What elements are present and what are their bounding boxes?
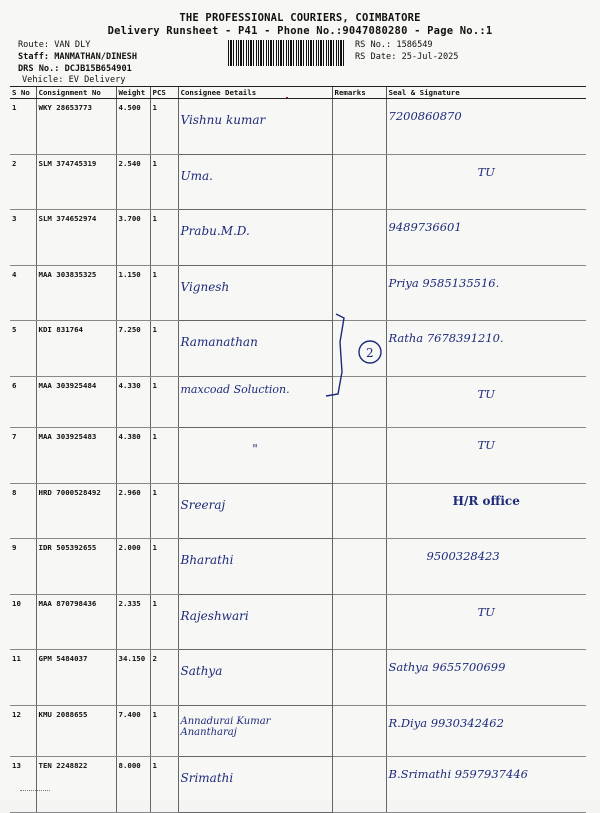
col-signature: Seal & Signature bbox=[386, 87, 586, 99]
row-signature: 9489736601 bbox=[386, 210, 586, 266]
row-sno: 4 bbox=[10, 265, 36, 321]
row-sno: 11 bbox=[10, 650, 36, 706]
bracket-annotation bbox=[322, 312, 392, 402]
row-pcs: 1 bbox=[150, 321, 178, 377]
table-row bbox=[10, 428, 586, 484]
row-remarks bbox=[332, 154, 386, 210]
col-sno: S No bbox=[10, 87, 36, 99]
row-pcs: 1 bbox=[150, 757, 178, 813]
row-remarks bbox=[332, 705, 386, 757]
row-pcs: 1 bbox=[150, 154, 178, 210]
row-consignment: MAA 303925484 bbox=[36, 376, 116, 428]
row-weight: 8.000 bbox=[116, 757, 150, 813]
row-pcs: 1 bbox=[150, 376, 178, 428]
table-row bbox=[10, 210, 586, 266]
row-weight: 3.700 bbox=[116, 210, 150, 266]
staff-label: Staff: MANMATHAN/DINESH bbox=[18, 52, 137, 62]
row-pcs: 2 bbox=[150, 650, 178, 706]
row-weight: 1.150 bbox=[116, 265, 150, 321]
table-row bbox=[10, 539, 586, 595]
row-pcs: 1 bbox=[150, 265, 178, 321]
row-consignee: Vignesh bbox=[178, 265, 332, 321]
row-sno: 8 bbox=[10, 483, 36, 539]
row-consignment: SLM 374745319 bbox=[36, 154, 116, 210]
table-row bbox=[10, 265, 586, 321]
row-sno: 12 bbox=[10, 705, 36, 757]
runsheet-table bbox=[10, 86, 586, 813]
row-weight: 4.500 bbox=[116, 99, 150, 155]
row-sno: 3 bbox=[10, 210, 36, 266]
row-weight: 7.250 bbox=[116, 321, 150, 377]
barcode bbox=[228, 40, 346, 66]
circled-number: 2 bbox=[366, 346, 374, 360]
row-pcs: 1 bbox=[150, 428, 178, 484]
row-consignee: Annadurai Kumar Anantharaj bbox=[178, 705, 332, 757]
vehicle-label: Vehicle: EV Delivery bbox=[22, 75, 126, 85]
row-pcs: 1 bbox=[150, 210, 178, 266]
row-weight: 2.540 bbox=[116, 154, 150, 210]
row-consignment: IDR 505392655 bbox=[36, 539, 116, 595]
row-remarks bbox=[332, 539, 386, 595]
table-row bbox=[10, 376, 586, 428]
row-signature: B.Srimathi 9597937446 bbox=[386, 757, 586, 813]
col-consignee: Consignee Details bbox=[178, 87, 332, 99]
table-row bbox=[10, 483, 586, 539]
col-remarks: Remarks bbox=[332, 87, 386, 99]
row-sno: 1 bbox=[10, 99, 36, 155]
row-remarks bbox=[332, 483, 386, 539]
row-weight: 2.960 bbox=[116, 483, 150, 539]
row-remarks bbox=[332, 594, 386, 650]
table-row bbox=[10, 650, 586, 706]
row-remarks bbox=[332, 99, 386, 155]
row-weight: 34.150 bbox=[116, 650, 150, 706]
row-consignee: Srimathi bbox=[178, 757, 332, 813]
row-consignment: WKY 28653773 bbox=[36, 99, 116, 155]
row-signature: TU bbox=[386, 594, 586, 650]
row-signature: Ratha 7678391210. bbox=[386, 321, 586, 377]
row-signature: Sathya 9655700699 bbox=[386, 650, 586, 706]
row-pcs: 1 bbox=[150, 483, 178, 539]
row-consignment: HRD 7000528492 bbox=[36, 483, 116, 539]
table-row bbox=[10, 99, 586, 155]
row-remarks bbox=[332, 210, 386, 266]
row-consignment: TEN 2248822 bbox=[36, 757, 116, 813]
drs-label: DRS No.: DCJB15B654901 bbox=[18, 64, 132, 74]
row-sno: 6 bbox=[10, 376, 36, 428]
table-row bbox=[10, 594, 586, 650]
row-sno: 9 bbox=[10, 539, 36, 595]
rs-number: RS No.: 1586549 bbox=[355, 40, 433, 50]
row-consignment: MAA 870798436 bbox=[36, 594, 116, 650]
row-pcs: 1 bbox=[150, 705, 178, 757]
row-sno: 7 bbox=[10, 428, 36, 484]
row-signature: TU bbox=[386, 428, 586, 484]
row-sno: 2 bbox=[10, 154, 36, 210]
row-consignee: Bharathi bbox=[178, 539, 332, 595]
table-row bbox=[10, 154, 586, 210]
route-label: Route: VAN DLY bbox=[18, 40, 91, 50]
row-consignee: Sreeraj bbox=[178, 483, 332, 539]
row-consignee: Rajeshwari bbox=[178, 594, 332, 650]
row-consignee: maxcoad Soluction. bbox=[178, 376, 332, 428]
row-consignment: GPM 5484037 bbox=[36, 650, 116, 706]
row-signature: TU bbox=[386, 376, 586, 428]
footer-mark bbox=[20, 790, 50, 793]
row-remarks bbox=[332, 428, 386, 484]
table-header-row bbox=[10, 87, 586, 99]
row-signature: Priya 9585135516. bbox=[386, 265, 586, 321]
row-consignee: Sathya bbox=[178, 650, 332, 706]
row-signature: TU bbox=[386, 154, 586, 210]
col-consignment: Consignment No bbox=[36, 87, 116, 99]
row-consignee: Prabu.M.D. bbox=[178, 210, 332, 266]
row-consignee: Uma. bbox=[178, 154, 332, 210]
table-row bbox=[10, 321, 586, 377]
col-weight: Weight bbox=[116, 87, 150, 99]
row-sno: 5 bbox=[10, 321, 36, 377]
row-consignment: MAA 303925483 bbox=[36, 428, 116, 484]
row-consignment: KMU 2088655 bbox=[36, 705, 116, 757]
row-signature: 9500328423 bbox=[386, 539, 586, 595]
row-consignee: " bbox=[178, 428, 332, 484]
table-row bbox=[10, 705, 586, 757]
row-pcs: 1 bbox=[150, 594, 178, 650]
row-pcs: 1 bbox=[150, 99, 178, 155]
col-pcs: PCS bbox=[150, 87, 178, 99]
row-consignee: Ramanathan bbox=[178, 321, 332, 377]
row-consignment: SLM 374652974 bbox=[36, 210, 116, 266]
row-sno: 10 bbox=[10, 594, 36, 650]
row-weight: 2.000 bbox=[116, 539, 150, 595]
row-signature: 7200860870 bbox=[386, 99, 586, 155]
rs-date: RS Date: 25-Jul-2025 bbox=[355, 52, 459, 62]
row-remarks bbox=[332, 757, 386, 813]
row-consignment: KDI 831764 bbox=[36, 321, 116, 377]
table-row bbox=[10, 757, 586, 813]
row-consignee: Vishnu kumar bbox=[178, 99, 332, 155]
row-weight: 4.380 bbox=[116, 428, 150, 484]
runsheet-subtitle: Delivery Runsheet - P41 - Phone No.:9047080280 - Page No.:1 bbox=[107, 25, 493, 37]
row-remarks bbox=[332, 650, 386, 706]
row-signature: R.Diya 9930342462 bbox=[386, 705, 586, 757]
row-consignment: MAA 303835325 bbox=[36, 265, 116, 321]
company-title: THE PROFESSIONAL COURIERS, COIMBATORE bbox=[179, 12, 421, 24]
row-signature: H/R office bbox=[386, 483, 586, 539]
row-sno: 13 bbox=[10, 757, 36, 813]
row-weight: 2.335 bbox=[116, 594, 150, 650]
row-weight: 4.330 bbox=[116, 376, 150, 428]
row-pcs: 1 bbox=[150, 539, 178, 595]
row-weight: 7.400 bbox=[116, 705, 150, 757]
